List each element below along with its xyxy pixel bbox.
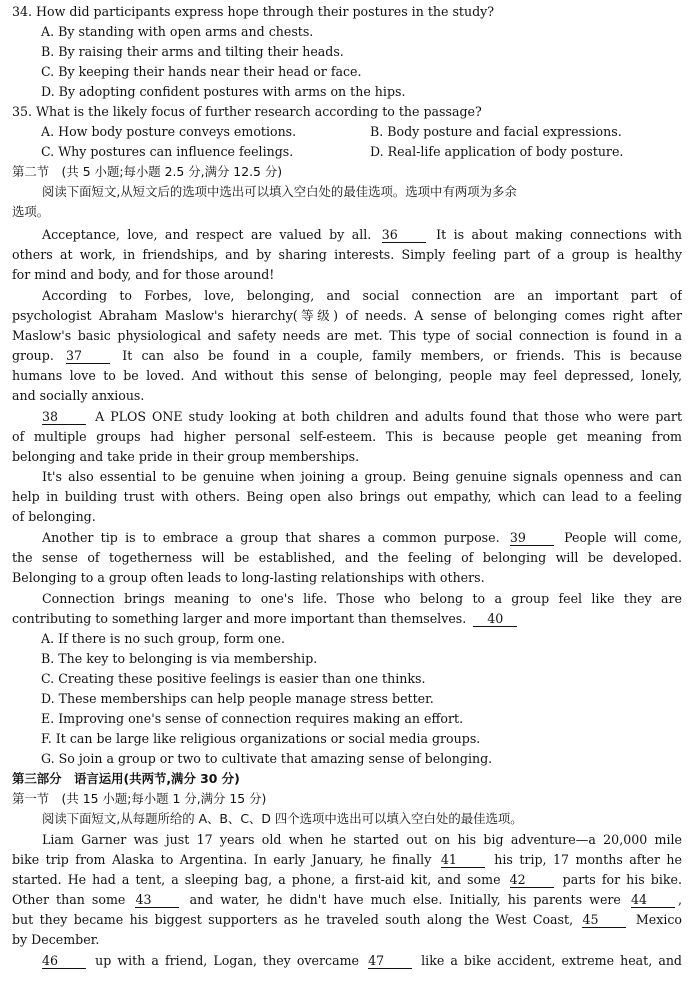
passage-line: the sense of togetherness will be established, and the feeling of belonging will be developed. xyxy=(12,550,682,565)
blank-39: 39 xyxy=(510,531,554,546)
blank-42: 42 xyxy=(510,873,554,888)
passage-line: Other than some 43 and water, he didn't have much else. Initially, his parents were 44 , xyxy=(12,892,682,907)
passage-line: Liam Garner was just 17 years old when he started out on his big adventure—a 20,000 mile xyxy=(42,832,682,847)
passage-line: 38 A PLOS ONE study looking at both children and adults found that those who were part xyxy=(42,409,682,424)
blank-46: 46 xyxy=(42,954,86,969)
passage-line: bike trip from Alaska to Argentina. In early January, he finally 41 his trip, 17 months after he xyxy=(12,852,682,867)
passage-line: Connection brings meaning to one's life. Those who belong to a group feel like they are xyxy=(42,591,682,606)
option-row-35ab xyxy=(41,122,682,142)
option-34b: B. By raising their arms and tilting their heads. xyxy=(41,44,344,59)
option-35a: A. How body posture conveys emotions. xyxy=(41,124,297,139)
passage-line: psychologist Abraham Maslow's hierarchy(等级) of needs. A sense of belonging comes right after xyxy=(12,308,682,323)
section2-instruction-cont: 选项。 xyxy=(12,204,50,219)
passage-line: According to Forbes, love, belonging, and social connection are an important part of xyxy=(42,288,682,303)
blank-43: 43 xyxy=(135,893,179,908)
passage-line: Acceptance, love, and respect are valued by all. 36 It is about making connections with xyxy=(42,227,682,242)
passage-line: It's also essential to be genuine when joining a group. Being genuine signals openness and can xyxy=(42,469,682,484)
question-34: 34. How did participants express hope through their postures in the study? xyxy=(12,4,495,19)
option-34a: A. By standing with open arms and chests. xyxy=(41,24,314,39)
option-35b: B. Body posture and facial expressions. xyxy=(370,124,622,139)
passage-line: others at work, in friendships, and by sharing interests. Simply feeling part of a group is healthy xyxy=(12,247,682,262)
option-34d: D. By adopting confident postures with arms on the hips. xyxy=(41,84,406,99)
option-row-35cd xyxy=(41,142,682,162)
blank-41: 41 xyxy=(441,853,485,868)
passage-line: of multiple groups had higher personal self-esteem. This is because people get meaning from xyxy=(12,429,682,444)
blank-44: 44 xyxy=(631,893,675,908)
passage-line: by December. xyxy=(12,932,100,947)
passage-line: belonging and take pride in their group memberships. xyxy=(12,449,360,464)
passage-line: started. He had a tent, a sleeping bag, a phone, a first-aid kit, and some 42 parts for his bike. xyxy=(12,872,682,887)
option-g: G. So join a group or two to cultivate that amazing sense of belonging. xyxy=(41,751,493,766)
option-f: F. It can be large like religious organizations or social media groups. xyxy=(41,731,481,746)
option-35c: C. Why postures can influence feelings. xyxy=(41,144,294,159)
option-34c: C. By keeping their hands near their head or face. xyxy=(41,64,362,79)
blank-38: 38 xyxy=(42,410,86,425)
option-d: D. These memberships can help people manage stress better. xyxy=(41,691,434,706)
blank-40: 40 xyxy=(473,612,517,627)
question-35: 35. What is the likely focus of further research according to the passage? xyxy=(12,104,482,119)
option-e: E. Improving one's sense of connection requires making an effort. xyxy=(41,711,464,726)
option-a: A. If there is no such group, form one. xyxy=(41,631,285,646)
blank-37: 37 xyxy=(66,349,110,364)
section2-instruction: 阅读下面短文,从短文后的选项中选出可以填入空白处的最佳选项。选项中有两项为多余 xyxy=(42,184,517,199)
passage-line: Belonging to a group often leads to long-lasting relationships with others. xyxy=(12,570,485,585)
option-c: C. Creating these positive feelings is easier than one thinks. xyxy=(41,671,426,686)
option-b: B. The key to belonging is via membership. xyxy=(41,651,318,666)
passage-line: and socially anxious. xyxy=(12,388,145,403)
passage-line: Maslow's basic physiological and safety needs are met. This type of social connection is found in a xyxy=(12,328,682,343)
passage-line: but they became his biggest supporters as he traveled south along the West Coast, 45 Mexico xyxy=(12,912,682,927)
passage-line: for mind and body, and for those around! xyxy=(12,267,275,282)
part3-instruction: 阅读下面短文,从每题所给的 A、B、C、D 四个选项中选出可以填入空白处的最佳选项。 xyxy=(42,811,523,826)
blank-47: 47 xyxy=(368,954,412,969)
option-35d: D. Real-life application of body posture. xyxy=(370,144,624,159)
passage-line: help in building trust with others. Being open also brings out empathy, which can lead to a feeling xyxy=(12,489,682,504)
passage-line: humans love to be loved. And without this sense of belonging, people may feel depressed, lonely, xyxy=(12,368,682,383)
passage-line: 46 up with a friend, Logan, they overcame 47 like a bike accident, extreme heat, and xyxy=(42,953,682,968)
blank-45: 45 xyxy=(582,913,626,928)
passage-line: Another tip is to embrace a group that shares a common purpose. 39 People will come, xyxy=(42,530,682,545)
passage-line: group. 37 It can also be found in a couple, family members, or friends. This is because xyxy=(12,348,682,363)
section2-header: 第二节 (共 5 小题;每小题 2.5 分,满分 12.5 分) xyxy=(12,164,283,179)
passage-line: of belonging. xyxy=(12,509,96,524)
part3-header: 第三部分 语言运用(共两节,满分 30 分) xyxy=(12,771,240,786)
blank-36: 36 xyxy=(382,228,426,243)
part3-section1-header: 第一节 (共 15 小题;每小题 1 分,满分 15 分) xyxy=(12,791,267,806)
passage-line: contributing to something larger and more important than themselves. 40 xyxy=(12,609,682,629)
